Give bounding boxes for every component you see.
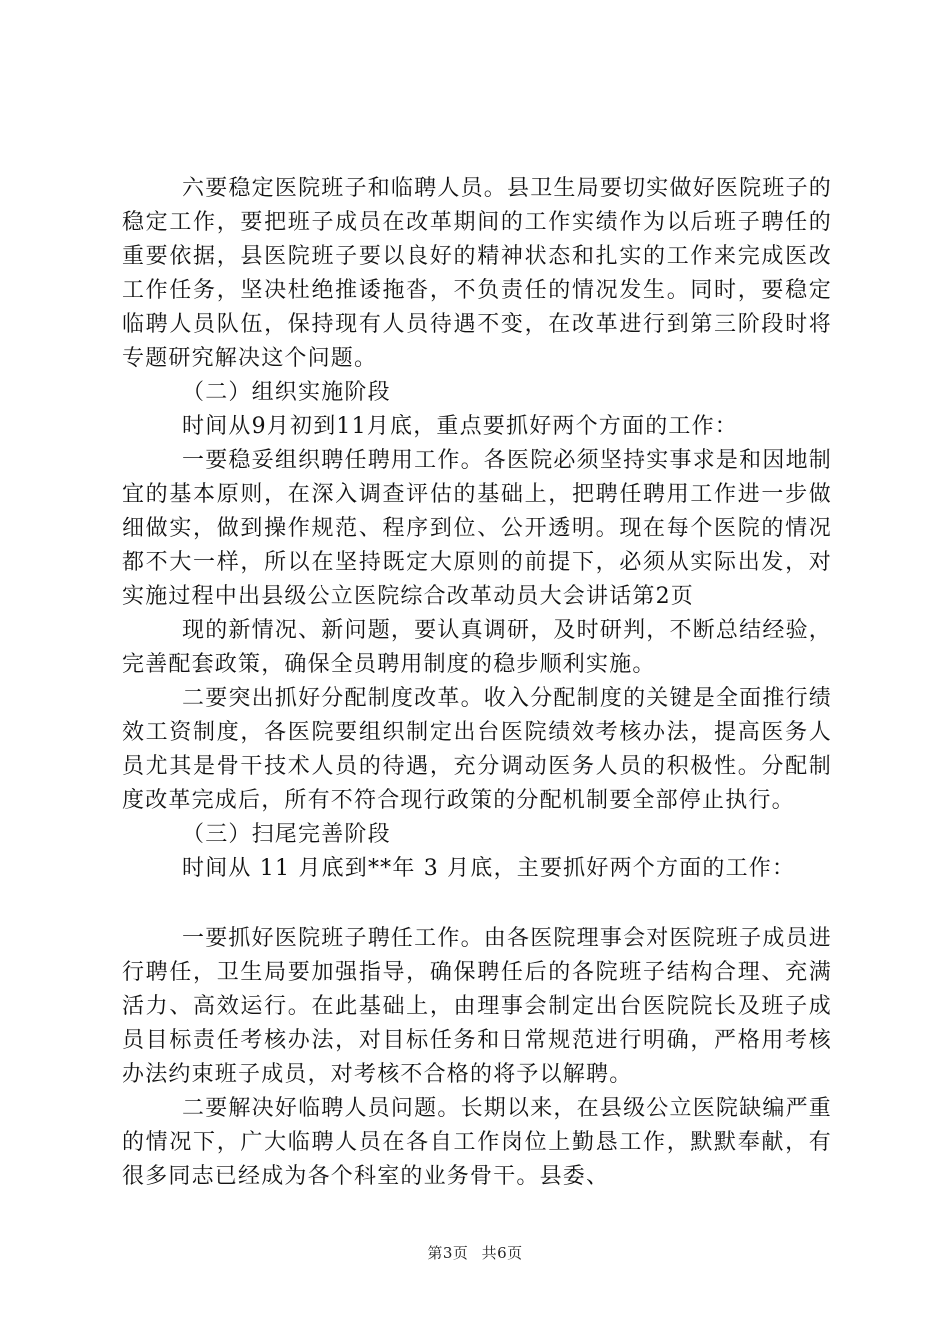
paragraph-stabilize-teams: 六要稳定医院班子和临聘人员。县卫生局要切实做好医院班子的稳定工作，要把班子成员在改革期间的工作实绩作为以后班子聘任的重要依据，县医院班子要以良好的精神状态和扎实的工作来完成医改工作任务，坚决杜绝推诿拖沓，不负责任的情况发生。同时，要稳定临聘人员队伍，保持现有人员待遇不变，在改革进行到第三阶段时将专题研究解决这个问题。 (122, 176, 832, 371)
paragraph-temporary-staff: 二要解决好临聘人员问题。长期以来，在县级公立医院缺编严重的情况下，广大临聘人员在各自工作岗位上勤恳工作，默默奉献，有很多同志已经成为各个科室的业务骨干。县委、 (122, 1096, 832, 1189)
paragraph-leadership-appointment: 一要抓好医院班子聘任工作。由各医院理事会对医院班子成员进行聘任，卫生局要加强指导，确保聘任后的各院班子结构合理、充满活力、高效运行。在此基础上，由理事会制定出台医院院长及班子成员目标责任考核办法，对目标任务和日常规范进行明确，严格用考核办法约束班子成员，对考核不合格的将予以解聘。 (122, 926, 832, 1087)
paragraph-wrapup-timeline: 时间从 11 月底到**年 3 月底，主要抓好两个方面的工作： (182, 856, 796, 881)
document-body (122, 172, 832, 1194)
blank-line (122, 886, 832, 922)
page-footer (0, 1242, 950, 1263)
paragraph-implementation-timeline: 时间从9月初到11月底，重点要抓好两个方面的工作： (182, 414, 738, 439)
paragraph-distribution-reform: 二要突出抓好分配制度改革。收入分配制度的关键是全面推行绩效工资制度，各医院要组织制定出台医院绩效考核办法，提高医务人员尤其是骨干技术人员的待遇，充分调动医务人员的积极性。分配制度改革完成后，所有不符合现行政策的分配机制要全部停止执行。 (122, 686, 832, 813)
page-total: 共6页 (481, 1244, 523, 1262)
paragraph-hiring-continued: 现的新情况、新问题，要认真调研，及时研判，不断总结经验，完善配套政策，确保全员聘用制度的稳步顺利实施。 (122, 618, 832, 677)
paragraph-hiring-work: 一要稳妥组织聘任聘用工作。各医院必须坚持实事求是和因地制宜的基本原则，在深入调查评估的基础上，把聘任聘用工作进一步做细做实，做到操作规范、程序到位、公开透明。现在每个医院的情况都不大一样，所以在坚持既定大原则的前提下，必须从实际出发，对实施过程中出县级公立医院综合改革动员大会讲话第2页 (122, 448, 832, 609)
section-heading-implementation: （二）组织实施阶段 (182, 380, 391, 405)
page-number: 第3页 (427, 1244, 469, 1262)
section-heading-wrapup: （三）扫尾完善阶段 (182, 822, 391, 847)
